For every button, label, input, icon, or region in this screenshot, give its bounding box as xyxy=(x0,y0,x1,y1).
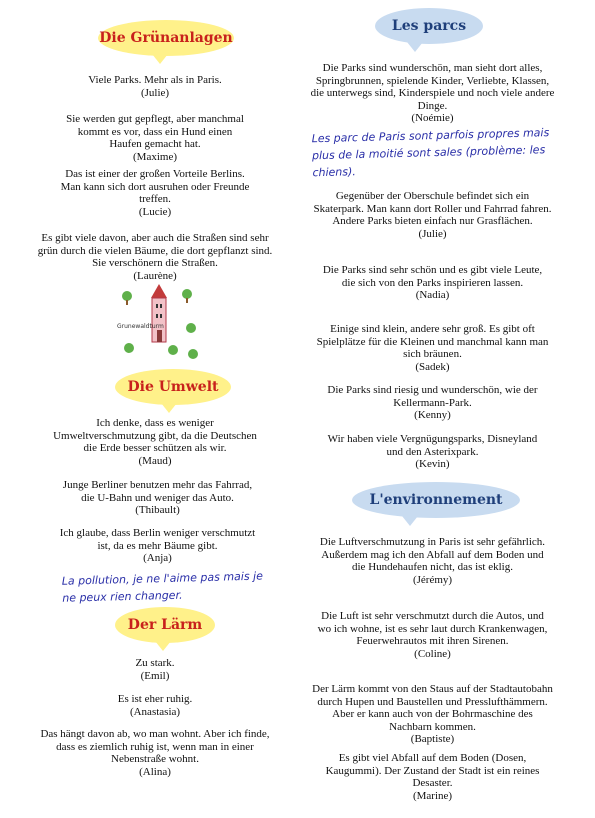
quote-author: (Coline) xyxy=(414,647,451,660)
quote xyxy=(320,433,545,471)
quote-text: Es gibt viel Abfall auf dem Boden (Dosen, Kaugummi). Der Zustand der Stadt ist ein reines Desaster. xyxy=(325,752,540,789)
quote-text: Junge Berliner benutzen mehr das Fahrrad, die U-Bahn und weniger das Auto. xyxy=(62,479,253,504)
quote-text: Die Parks sind sehr schön und es gibt viele Leute, die sich von den Parks inspirieren lassen. xyxy=(322,264,543,289)
quote xyxy=(50,74,260,99)
quote-author: (Marine) xyxy=(412,789,453,802)
section-title: Die Umwelt xyxy=(127,379,219,395)
quote-text: Zu stark. xyxy=(135,657,175,669)
tree-icon xyxy=(188,349,198,359)
quote-text: Viele Parks. Mehr als in Paris. xyxy=(88,74,222,86)
quote-text: Die Luftverschmutzung in Paris ist sehr gefährlich. Außerdem mag ich den Abfall auf dem Boden und die Hundehaufen nicht, das ist eklig. xyxy=(319,536,546,573)
handwritten-note: La pollution, je ne l'aime pas mais je ne peux rien changer. xyxy=(61,569,264,605)
quote xyxy=(320,752,545,802)
quote xyxy=(65,113,245,163)
quote-author: (Maud) xyxy=(138,454,172,467)
quote-author: (Jérémy) xyxy=(412,573,453,586)
quote xyxy=(90,657,220,682)
quote-author: (Laurène) xyxy=(133,269,177,282)
section-title: Der Lärm xyxy=(127,617,203,633)
section-heading-laerm xyxy=(115,607,215,643)
quote-author: (Maxime) xyxy=(133,150,177,163)
quote-text: Das ist einer der großen Vorteile Berlins. Man kann sich dort ausruhen oder Freunde treffen. xyxy=(60,168,250,205)
quote xyxy=(55,168,255,218)
quote-author: (Anastasia) xyxy=(129,705,181,718)
quote-author: (Emil) xyxy=(140,669,170,682)
tree-icon xyxy=(168,345,178,355)
tree-icon xyxy=(122,291,132,301)
quote-author: (Kevin) xyxy=(415,458,450,470)
quote xyxy=(310,683,555,746)
section-heading-environnement xyxy=(352,482,520,518)
quote-author: (Anja) xyxy=(143,552,172,564)
quote-text: Es ist eher ruhig. xyxy=(117,693,193,705)
section-title: L'environnement xyxy=(369,492,503,508)
quote-text: Die Parks sind wunderschön, man sieht dort alles, Springbrunnen, spielende Kinder, Verliebte, Klassen, die unterwegs sind, Kinderspiele und noch viele andere Dinge. xyxy=(310,62,555,112)
quote-text: Es gibt viele davon, aber auch die Straßen sind sehr grün durch die vielen Bäume, die dort gepflanzt sind. Sie verschönern die Straßen. xyxy=(37,232,273,269)
section-heading-les-parcs xyxy=(375,8,483,44)
tower-drawing xyxy=(115,282,215,364)
tree-icon xyxy=(124,343,134,353)
quote xyxy=(315,610,550,660)
quote xyxy=(315,536,550,586)
quote xyxy=(310,323,555,373)
tree-icon xyxy=(182,289,192,299)
quote-text: Sie werden gut gepflegt, aber manchmal kommt es vor, dass ein Hund einen Haufen gemacht hat. xyxy=(66,113,244,150)
quote xyxy=(50,417,260,467)
tree-icon xyxy=(186,323,196,333)
quote-text: Einige sind klein, andere sehr groß. Es gibt oft Spielplätze für die Kleinen und manchmal kann man sich bräunen. xyxy=(316,323,549,360)
section-heading-umwelt xyxy=(115,369,231,405)
quote xyxy=(60,479,255,517)
quote-text: Ich glaube, dass Berlin weniger verschmutzt ist, da es mehr Bäume gibt. xyxy=(59,527,256,552)
section-heading-gruenanlagen xyxy=(98,20,234,56)
quote-author: (Sadek) xyxy=(415,360,450,373)
quote xyxy=(35,728,275,778)
quote xyxy=(35,232,275,282)
quote xyxy=(315,384,550,422)
quote-author: (Lucie) xyxy=(138,205,172,218)
quote-author: (Thibault) xyxy=(135,504,180,516)
quote xyxy=(310,62,555,125)
quote xyxy=(320,264,545,302)
quote xyxy=(55,527,260,565)
quote-author: (Julie) xyxy=(140,86,170,99)
quote-text: Das hängt davon ab, wo man wohnt. Aber ich finde, dass es ziemlich ruhig ist, wenn man in einer Nebenstraße wohnt. xyxy=(40,728,270,765)
quote xyxy=(310,190,555,240)
quote xyxy=(90,693,220,718)
quote-text: Die Luft ist sehr verschmutzt durch die Autos, und wo ich wohne, ist es sehr laut durch Krankenwagen, Feuerwehrautos mit ihren Sirenen. xyxy=(317,610,548,647)
drawing-label: Grunewaldturm xyxy=(117,323,164,330)
quote-author: (Kenny) xyxy=(414,409,451,421)
section-title: Les parcs xyxy=(391,18,467,34)
quote-author: (Nadia) xyxy=(415,289,450,301)
quote-author: (Baptiste) xyxy=(410,733,455,745)
handwritten-note: Les parc de Paris sont parfois propres mais plus de la moitié sont sales (problème: les chiens). xyxy=(311,126,550,180)
quote-text: Ich denke, dass es weniger Umweltverschmutzung gibt, da die Deutschen die Erde besser schützen als wir. xyxy=(53,417,257,454)
quote-author: (Alina) xyxy=(139,765,171,778)
quote-text: Gegenüber der Oberschule befindet sich ein Skaterpark. Man kann dort Roller und Fahrrad fahren. Andere Parks bieten einfach nur Grasflächen. xyxy=(313,190,552,227)
quote-text: Die Parks sind riesig und wunderschön, wie der Kellermann-Park. xyxy=(327,384,538,409)
quote-author: (Noémie) xyxy=(411,112,454,124)
quote-text: Wir haben viele Vergnügungsparks, Disneyland und den Asterixpark. xyxy=(327,433,538,458)
quote-text: Der Lärm kommt von den Staus auf der Stadtautobahn durch Hupen und Baustellen und Presslufthämmern. Aber er kann auch von der Bohrmaschine des Nachbarn kommen. xyxy=(312,683,553,733)
section-title: Die Grünanlagen xyxy=(99,30,233,46)
tower-roof-icon xyxy=(151,284,167,298)
quote-author: (Julie) xyxy=(418,227,447,240)
